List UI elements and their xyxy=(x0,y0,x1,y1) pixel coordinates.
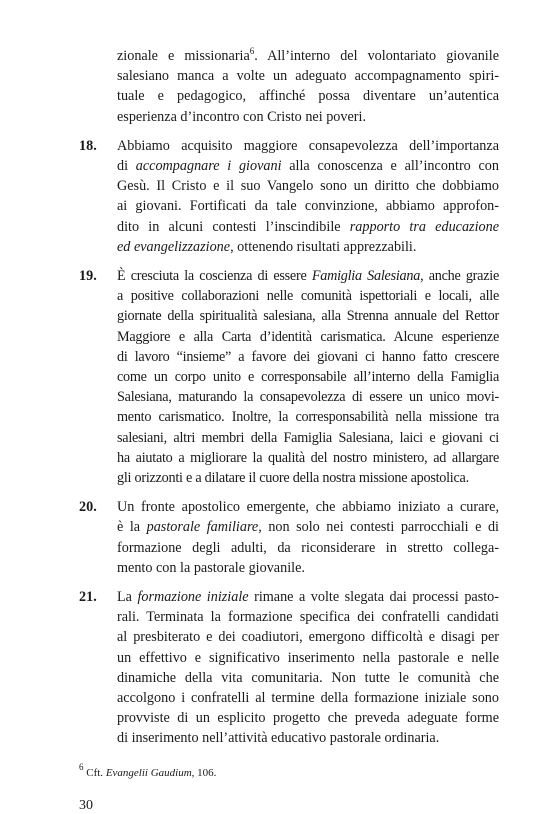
text-line: dinamiche della vita comunitaria. Non tutte le comunità che xyxy=(117,669,499,686)
text-line: giornate della spiritualità salesiana, alla Strenna annuale del Rettor xyxy=(117,308,499,325)
text-line: a positive collaborazioni nelle comunità ispettoriali e locali, alle xyxy=(117,288,499,305)
text-line: tuale e pedagogico, affinché possa diventare un’autentica xyxy=(117,88,499,105)
text-line: di lavoro “insieme” a favore dei giovani ci hanno fatto crescere xyxy=(117,348,499,365)
text-line: di accompagnare i giovani alla conoscenza e all’incontro con xyxy=(117,158,499,174)
text-line: ai giovani. Fortificati da tale convinzione, abbiamo approfon- xyxy=(117,198,499,215)
text-line: gli orizzonti e a dilatare il cuore della nostra missione apostolica. xyxy=(117,470,469,487)
section-19-paragraph xyxy=(117,266,499,488)
text-line: accolgono i confratelli al termine della formazione iniziale sono xyxy=(117,690,499,707)
text-line: Un fronte apostolico emergente, che abbiamo iniziato a curare, xyxy=(117,499,499,516)
section-20-paragraph xyxy=(117,497,499,578)
text-line: è la pastorale familiare, non solo nei contesti parrocchiali e di xyxy=(117,519,499,536)
page-number: 30 xyxy=(79,797,93,813)
intro-paragraph xyxy=(117,46,499,127)
text-line: zionale e missionaria$^6$. All’interno del volontariato giovanile xyxy=(117,46,499,64)
text-line: un effettivo e significativo inserimento nella pastorale e nelle xyxy=(117,649,499,666)
section-number: 20. xyxy=(79,499,97,516)
text-line: formazione degli adulti, da riconsiderare in stretto collega- xyxy=(117,539,499,556)
section-18-paragraph xyxy=(117,136,499,257)
text-line: ed evangelizzazione, ottenendo risultati apprezzabili. xyxy=(117,238,417,255)
text-line: ha aiutato a migliorare la qualità del nostro ministero, ad allargare xyxy=(117,449,499,466)
text-line: rali. Terminata la formazione specifica dei confratelli candidati xyxy=(117,609,499,626)
text-line: Gesù. Il Cristo e il suo Vangelo sono un diritto che dobbiamo xyxy=(117,178,499,195)
text-line: salesiani, altri membri della Famiglia Salesiana, laici e giovani ci xyxy=(117,429,499,446)
text-line: dito in alcuni contesti l’inscindibile rapporto tra educazione xyxy=(117,218,499,235)
section-number: 18. xyxy=(79,137,97,154)
text-line: salesiano manca a volte un adeguato accompagnamento spiri- xyxy=(117,68,499,85)
footnote-title: Evangelii Gaudium xyxy=(105,766,192,779)
footnote-ref[interactable]: 6 xyxy=(249,46,255,56)
text-line: La formazione iniziale rimane a volte slegata dai processi pasto- xyxy=(117,589,499,605)
text-line: provviste di un esplicito progetto che preveda adeguate forme xyxy=(117,710,499,727)
section-number: 19. xyxy=(79,268,97,284)
section-number: 21. xyxy=(79,589,97,605)
text-line: È cresciuta la coscienza di essere Famiglia Salesiana, anche grazie xyxy=(117,268,499,284)
text-line: esperienza d’incontro con Cristo nei poveri. xyxy=(117,108,366,125)
text-line: Abbiamo acquisito maggiore consapevolezza dell’importanza xyxy=(117,137,499,154)
section-21-paragraph xyxy=(117,587,499,749)
text-line: mento con la pastorale giovanile. xyxy=(117,559,305,576)
text-line: Maggiore e alla Carta d’identità carismatica. Alcune esperienze xyxy=(117,328,499,345)
text-line: di inserimento nell’attività educativo pastorale ordinaria. xyxy=(117,730,440,747)
text-line: Salesiana, maturando la consapevolezza di essere un unico movi- xyxy=(117,389,499,406)
text-line: al presbiterato e dei coadiutori, emergono difficoltà e disagi per xyxy=(117,629,499,646)
text-line: come un corpo unito e corresponsabile all’interno della Famiglia xyxy=(117,369,499,386)
footnote-marker: 6 xyxy=(79,761,84,772)
footnote: $^6$ Cft. Evangelii Gaudium, 106. xyxy=(79,761,217,779)
text-line: mento carismatico. Inoltre, la corresponsabilità nella missione tra xyxy=(117,409,499,426)
